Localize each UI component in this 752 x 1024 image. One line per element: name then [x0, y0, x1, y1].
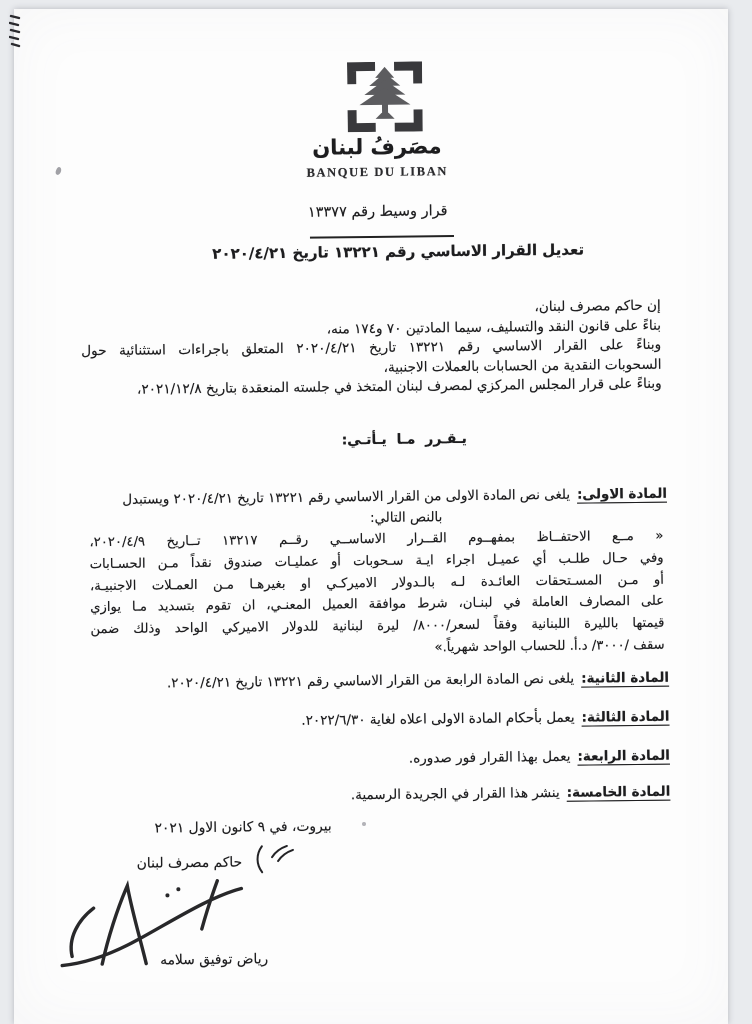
- signatory-name: رياض توفيق سلامه: [160, 951, 269, 969]
- article-label: المادة الرابعة:: [577, 747, 670, 765]
- quote-line: أو مـن المسـتحقات العائـدة لـه بالـدولار الاميركـي او بغيرهـا مـن العمـلات الاجنبيـة،: [89, 572, 664, 594]
- quote-line: « مــع الاحتفــاظ بمفهــوم القــرار الاساســي رقــم ١٣٢١٧ تــاريخ ٢٠٢٠/٤/٩،: [89, 528, 664, 551]
- preamble-line: إن حاكم مصرف لبنان،: [534, 297, 661, 316]
- signature-annotation-icon: [248, 842, 296, 877]
- scan-artifact-edge-tear: [9, 14, 23, 54]
- title-divider: [310, 235, 454, 239]
- closing-place-date: بيروت، في ٩ كانون الاول ٢٠٢١: [154, 818, 332, 837]
- preamble-line: وبناءً على قرار المجلس المركزي لمصرف لبنان المتخذ في جلسته المنعقدة بتاريخ ٢٠٢١/١٢/٨،: [136, 375, 662, 398]
- article-body: ينشر هذا القرار في الجريدة الرسمية.: [350, 784, 560, 804]
- article-label: المادة الاولى:: [576, 486, 668, 503]
- decree-clause: يـقـرر مـا يـأتـي:: [341, 430, 467, 449]
- preamble-line: وبناءً على القرار الاساسي رقم ١٣٢٢١ تاريخ ٢٠٢٠/٤/٢١ المتعلق باجراءات استثنائية حول: [81, 336, 662, 360]
- scan-artifact-speck: [362, 822, 366, 826]
- article-4: [86, 748, 670, 771]
- article-label: المادة الثالثة:: [581, 708, 670, 726]
- decision-title: قرار وسيط رقم ١٣٣٧٧: [307, 203, 448, 221]
- logo-arabic-name: مصَرفُ لبنان: [312, 134, 442, 160]
- quote-line: سقف /٣٠٠٠/ د.أ. للحساب الواحد شهرياً.»: [434, 637, 665, 656]
- cedar-tree-icon: [347, 61, 423, 132]
- quote-line: على المصارف العاملة في لبنـان، شرط موافقة العميل المعنـي، ان تقوم بتسديد مـا يوازي: [90, 594, 665, 616]
- article-label: المادة الخامسة:: [566, 783, 671, 801]
- article-label: المادة الثانية:: [581, 669, 670, 687]
- logo-latin-name: BANQUE DU LIBAN: [306, 164, 449, 180]
- quote-line: وفي حـال طلـب أي عميـل اجراء ايـة سـحوبات أو عمليـات صندوق نقداً مـن الحسـابات: [89, 550, 664, 572]
- preamble: [81, 297, 662, 401]
- decision-subtitle: تعديل القرار الاساسي رقم ١٣٢٢١ تاريخ ٢٠٢٠/٤/٢١: [212, 240, 585, 263]
- article-body: يعمل بهذا القرار فور صدوره.: [408, 748, 571, 767]
- article-1-second-line: بالنص التالي:: [369, 510, 443, 527]
- signatory-title: حاكم مصرف لبنان: [136, 854, 243, 872]
- article-body: يلغى نص المادة الرابعة من القرار الاساسي رقم ١٣٢٢١ تاريخ ٢٠٢٠/٤/٢١.: [166, 670, 575, 692]
- article-1: [83, 484, 667, 533]
- document-page: [14, 9, 728, 1024]
- article-5: [86, 784, 670, 807]
- preamble-line: بناءً على قانون النقد والتسليف، سيما المادتين ٧٠ و١٧٤ منه،: [326, 317, 662, 337]
- article-body: يعمل بأحكام المادة الاولى اعلاه لغاية ٢٠٢٢/٦/٣٠.: [301, 709, 575, 729]
- preamble-line: السحوبات النقدية من الحسابات بالعملات الاجنبية،: [383, 356, 662, 376]
- article-1-quoted-text: [89, 526, 664, 663]
- document-content: [9, 5, 734, 1024]
- article-body: يلغى نص المادة الاولى من القرار الاساسي رقم ١٣٢٢١ تاريخ ٢٠٢٠/٤/٢١ ويستبدل: [122, 487, 571, 508]
- article-3: [85, 709, 669, 732]
- quote-line: قيمتها بالليرة اللبنانية وفقاً لسعر/٨٠٠٠/ ليرة لبنانية للدولار الاميركي الواحد وذلك ضمن: [90, 615, 665, 638]
- article-2: [85, 670, 669, 693]
